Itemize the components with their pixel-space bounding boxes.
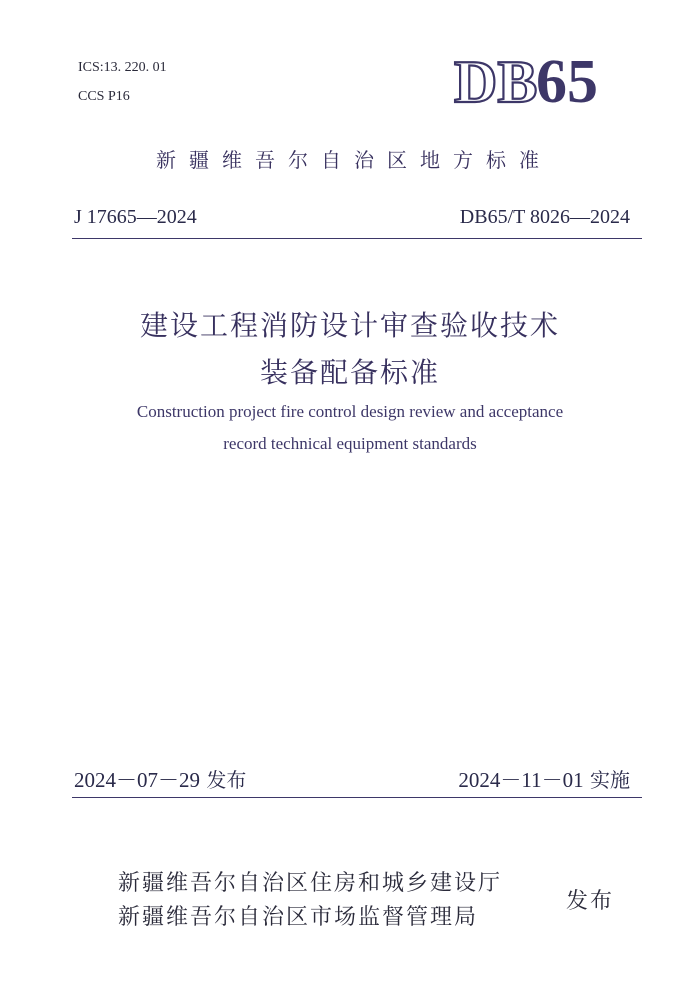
title-zh-line2: 装备配备标准 xyxy=(259,356,440,389)
release-date-value: 2024－07－29 xyxy=(74,768,200,792)
logo-db-outline: DB xyxy=(454,52,538,108)
title-en-line2: record technical equipment standards xyxy=(223,434,477,453)
top-divider xyxy=(72,238,642,239)
record-number: J 17665—2024 xyxy=(74,206,197,228)
ccs-code: CCS P16 xyxy=(78,89,130,104)
title-zh-line1: 建设工程消防设计审查验收技术 xyxy=(139,309,560,342)
standard-type: 新疆维吾尔自治区地方标准 xyxy=(156,148,552,172)
db65-logo xyxy=(452,52,632,108)
effective-date xyxy=(458,764,630,794)
title-en-line1: Construction project fire control design review and acceptance xyxy=(136,402,564,421)
issuer-market-supervision: 新疆维吾尔自治区市场监督管理局 xyxy=(118,905,479,930)
logo-65: 65 xyxy=(536,52,598,108)
issuer-housing-department: 新疆维吾尔自治区住房和城乡建设厅 xyxy=(118,871,503,896)
ics-code: ICS:13. 220. 01 xyxy=(78,60,167,75)
publish-label: 发布 xyxy=(566,889,615,914)
bottom-divider xyxy=(72,797,642,798)
effective-label: 实施 xyxy=(590,768,630,792)
effective-date-value: 2024－11－01 xyxy=(458,768,584,792)
standard-number: DB65/T 8026—2024 xyxy=(459,206,630,228)
release-label: 发布 xyxy=(206,768,247,792)
release-date xyxy=(74,764,246,794)
